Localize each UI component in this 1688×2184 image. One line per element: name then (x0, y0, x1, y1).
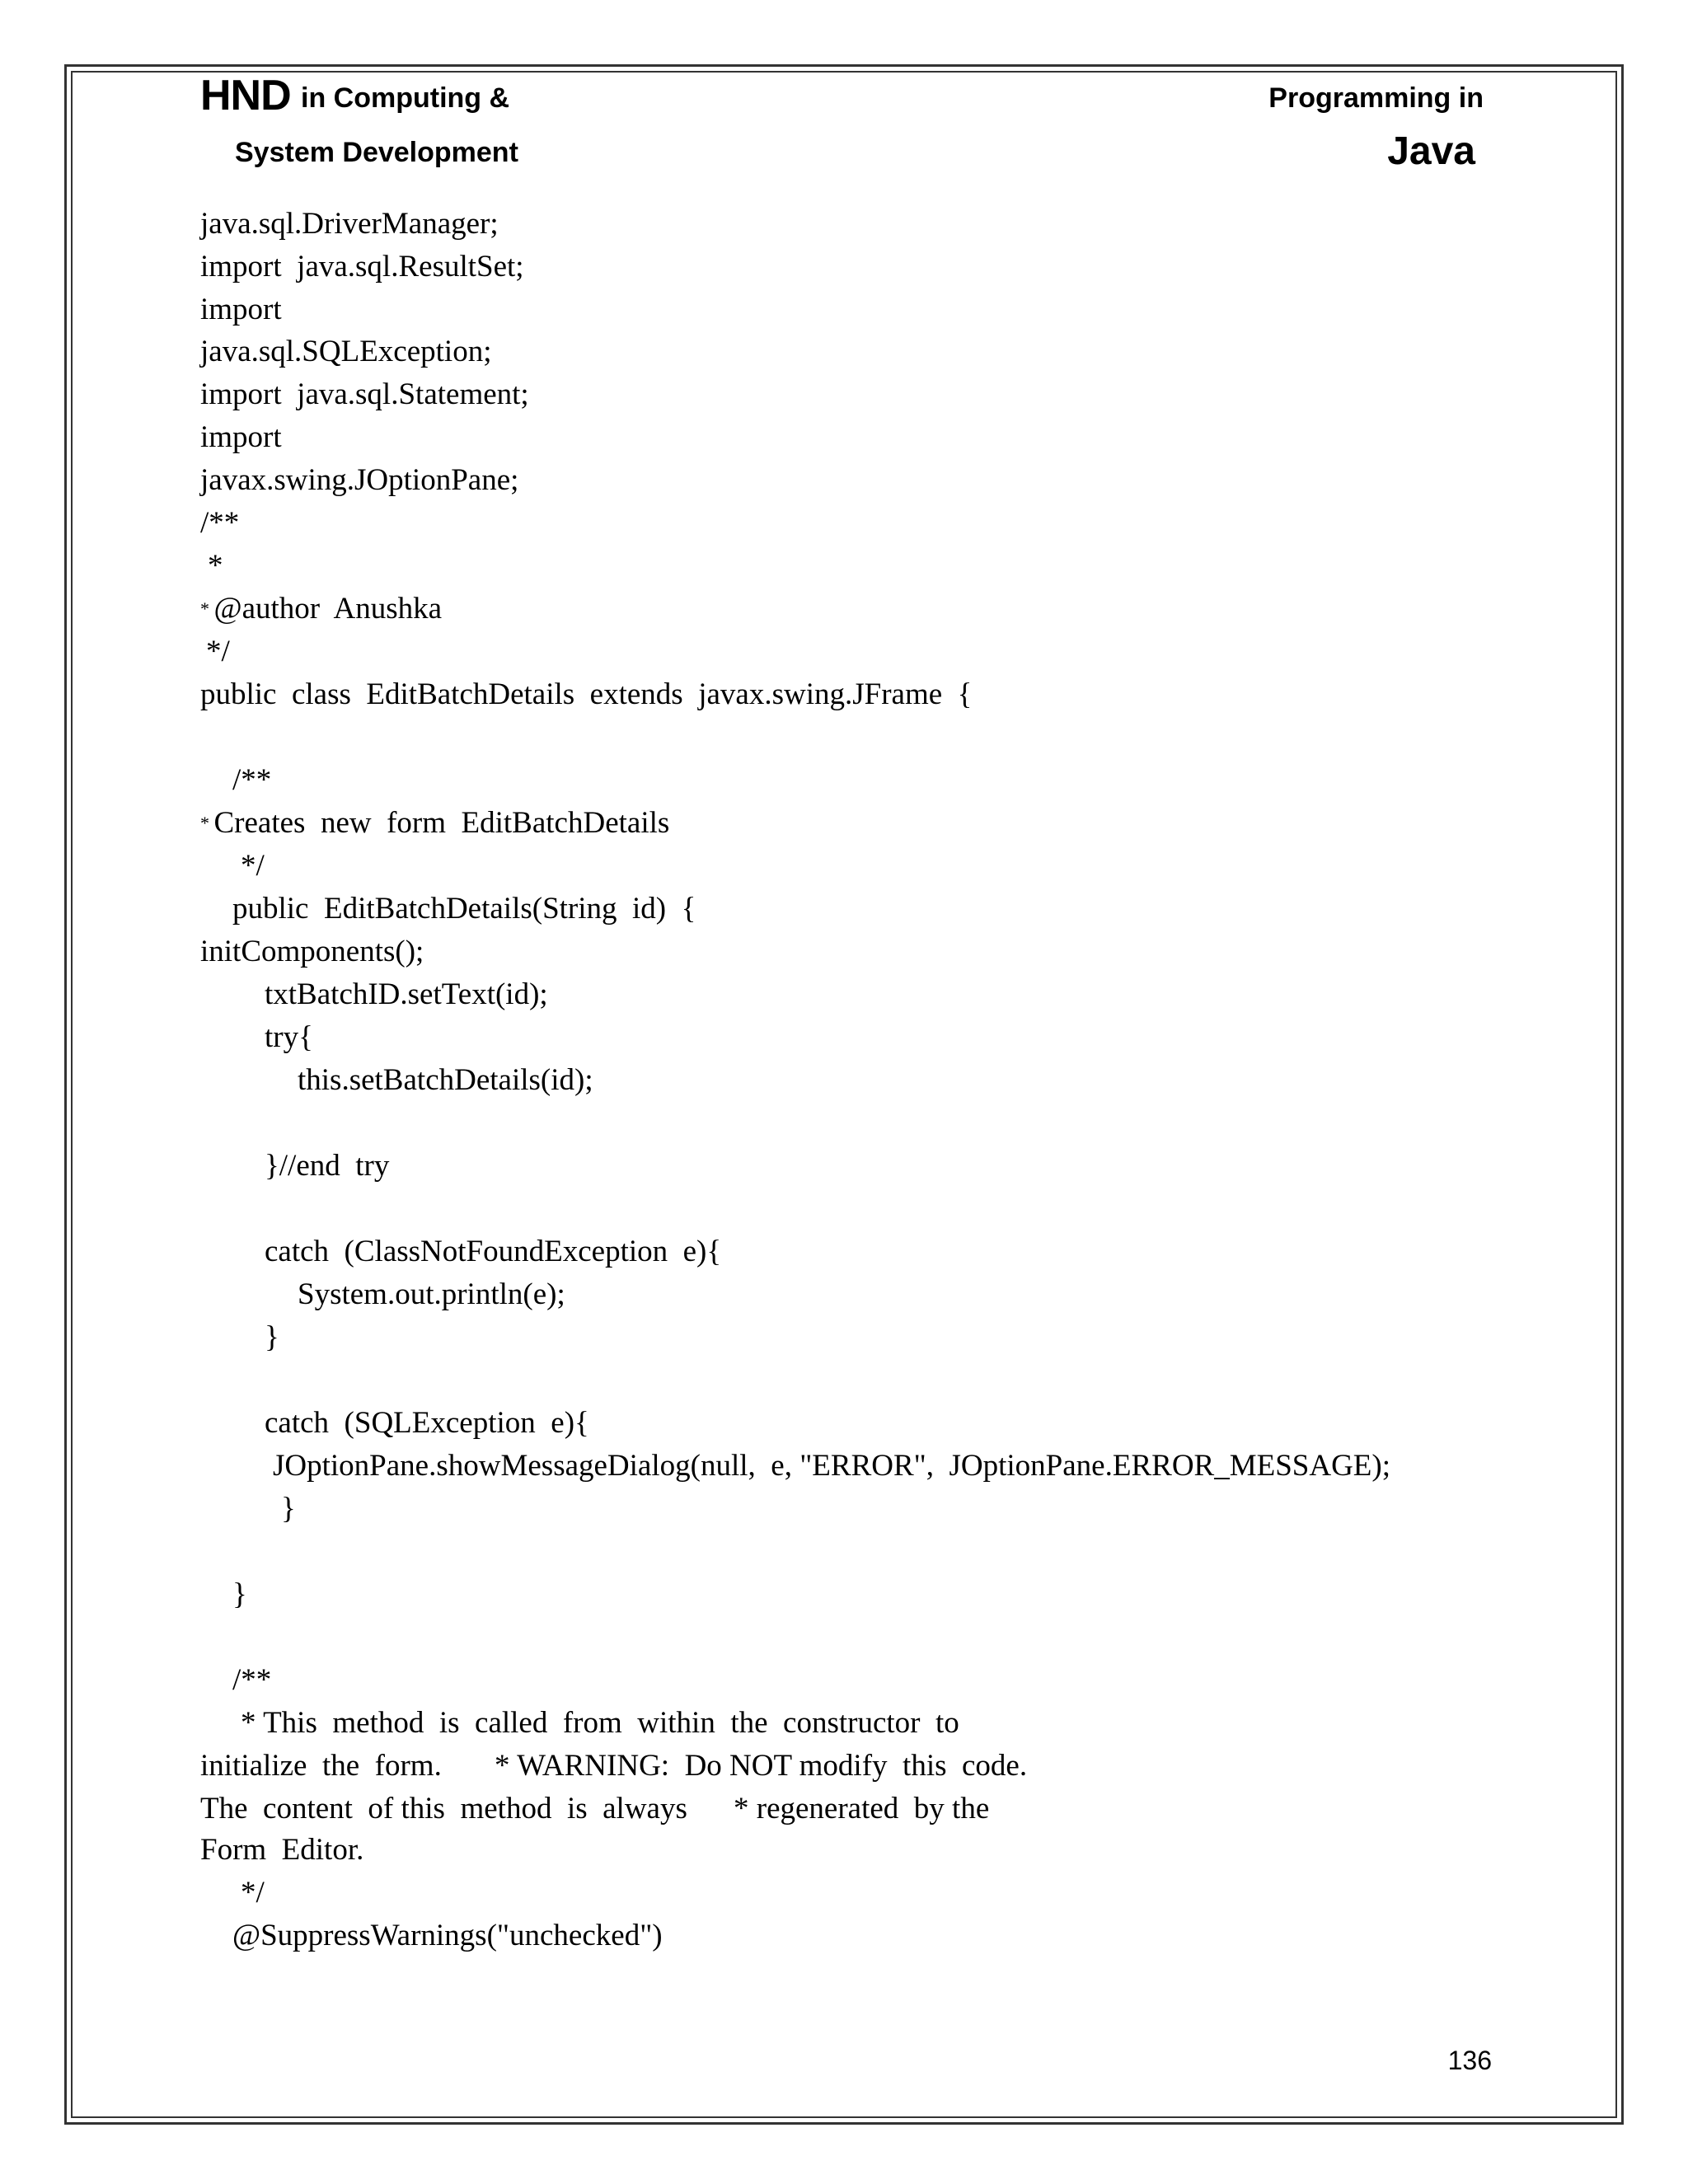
code-line: /** (200, 506, 240, 540)
code-line: } (265, 1320, 279, 1354)
code-line: java.sql.DriverManager; (200, 207, 499, 241)
code-line: txtBatchID.setText(id); (265, 977, 548, 1011)
header-system-development: System Development (235, 137, 518, 168)
author-text: @author Anushka (213, 592, 443, 626)
code-line: public EditBatchDetails(String id) { (232, 892, 696, 926)
code-line: /** (232, 1663, 272, 1697)
code-line: import java.sql.Statement; (200, 377, 529, 411)
code-line: this.setBatchDetails(id); (298, 1063, 593, 1097)
code-line: initialize the form. (200, 1749, 442, 1783)
header-hnd: HND (200, 72, 291, 120)
code-line: * WARNING: Do NOT modify this code. (495, 1749, 1028, 1783)
header-in-computing: in Computing & (301, 82, 510, 114)
code-line: The content of this method is always (200, 1792, 687, 1825)
code-line: try{ (265, 1020, 313, 1054)
code-line: } (232, 1577, 247, 1611)
code-line: import (200, 293, 282, 326)
code-line: Form Editor. (200, 1833, 364, 1867)
creates-text: Creates new form EditBatchDetails (213, 806, 670, 840)
code-line: }//end try (265, 1149, 390, 1183)
code-line: public class EditBatchDetails extends javax.swing.JFrame { (200, 677, 973, 711)
code-line: } (281, 1492, 296, 1526)
page-number: 136 (1447, 2046, 1492, 2075)
code-line: @SuppressWarnings("unchecked") (232, 1919, 663, 1952)
code-line: catch (SQLException e){ (265, 1406, 589, 1440)
code-line: */ (241, 849, 265, 883)
code-line-author: * @author Anushka (200, 592, 443, 626)
code-line-creates: * Creates new form EditBatchDetails (200, 806, 670, 840)
code-line: * (208, 549, 223, 583)
code-line: java.sql.SQLException; (200, 335, 492, 368)
header-java: Java (1387, 129, 1475, 173)
code-line: * regenerated by the (734, 1792, 990, 1825)
code-line: javax.swing.JOptionPane; (200, 463, 519, 497)
code-line: * This method is called from within the constructor to (241, 1706, 959, 1740)
code-line: /** (232, 763, 272, 797)
code-line: initComponents(); (200, 935, 424, 968)
code-line: JOptionPane.showMessageDialog(null, e, "ERROR", JOptionPane.ERROR_MESSAGE); (273, 1449, 1391, 1483)
code-line: catch (ClassNotFoundException e){ (265, 1235, 722, 1268)
code-line: System.out.println(e); (298, 1277, 565, 1311)
code-line: */ (241, 1876, 265, 1910)
code-line: import (200, 420, 282, 454)
code-line: */ (206, 635, 230, 668)
header-programming-in: Programming in (1268, 82, 1484, 114)
code-line: import java.sql.ResultSet; (200, 250, 524, 284)
